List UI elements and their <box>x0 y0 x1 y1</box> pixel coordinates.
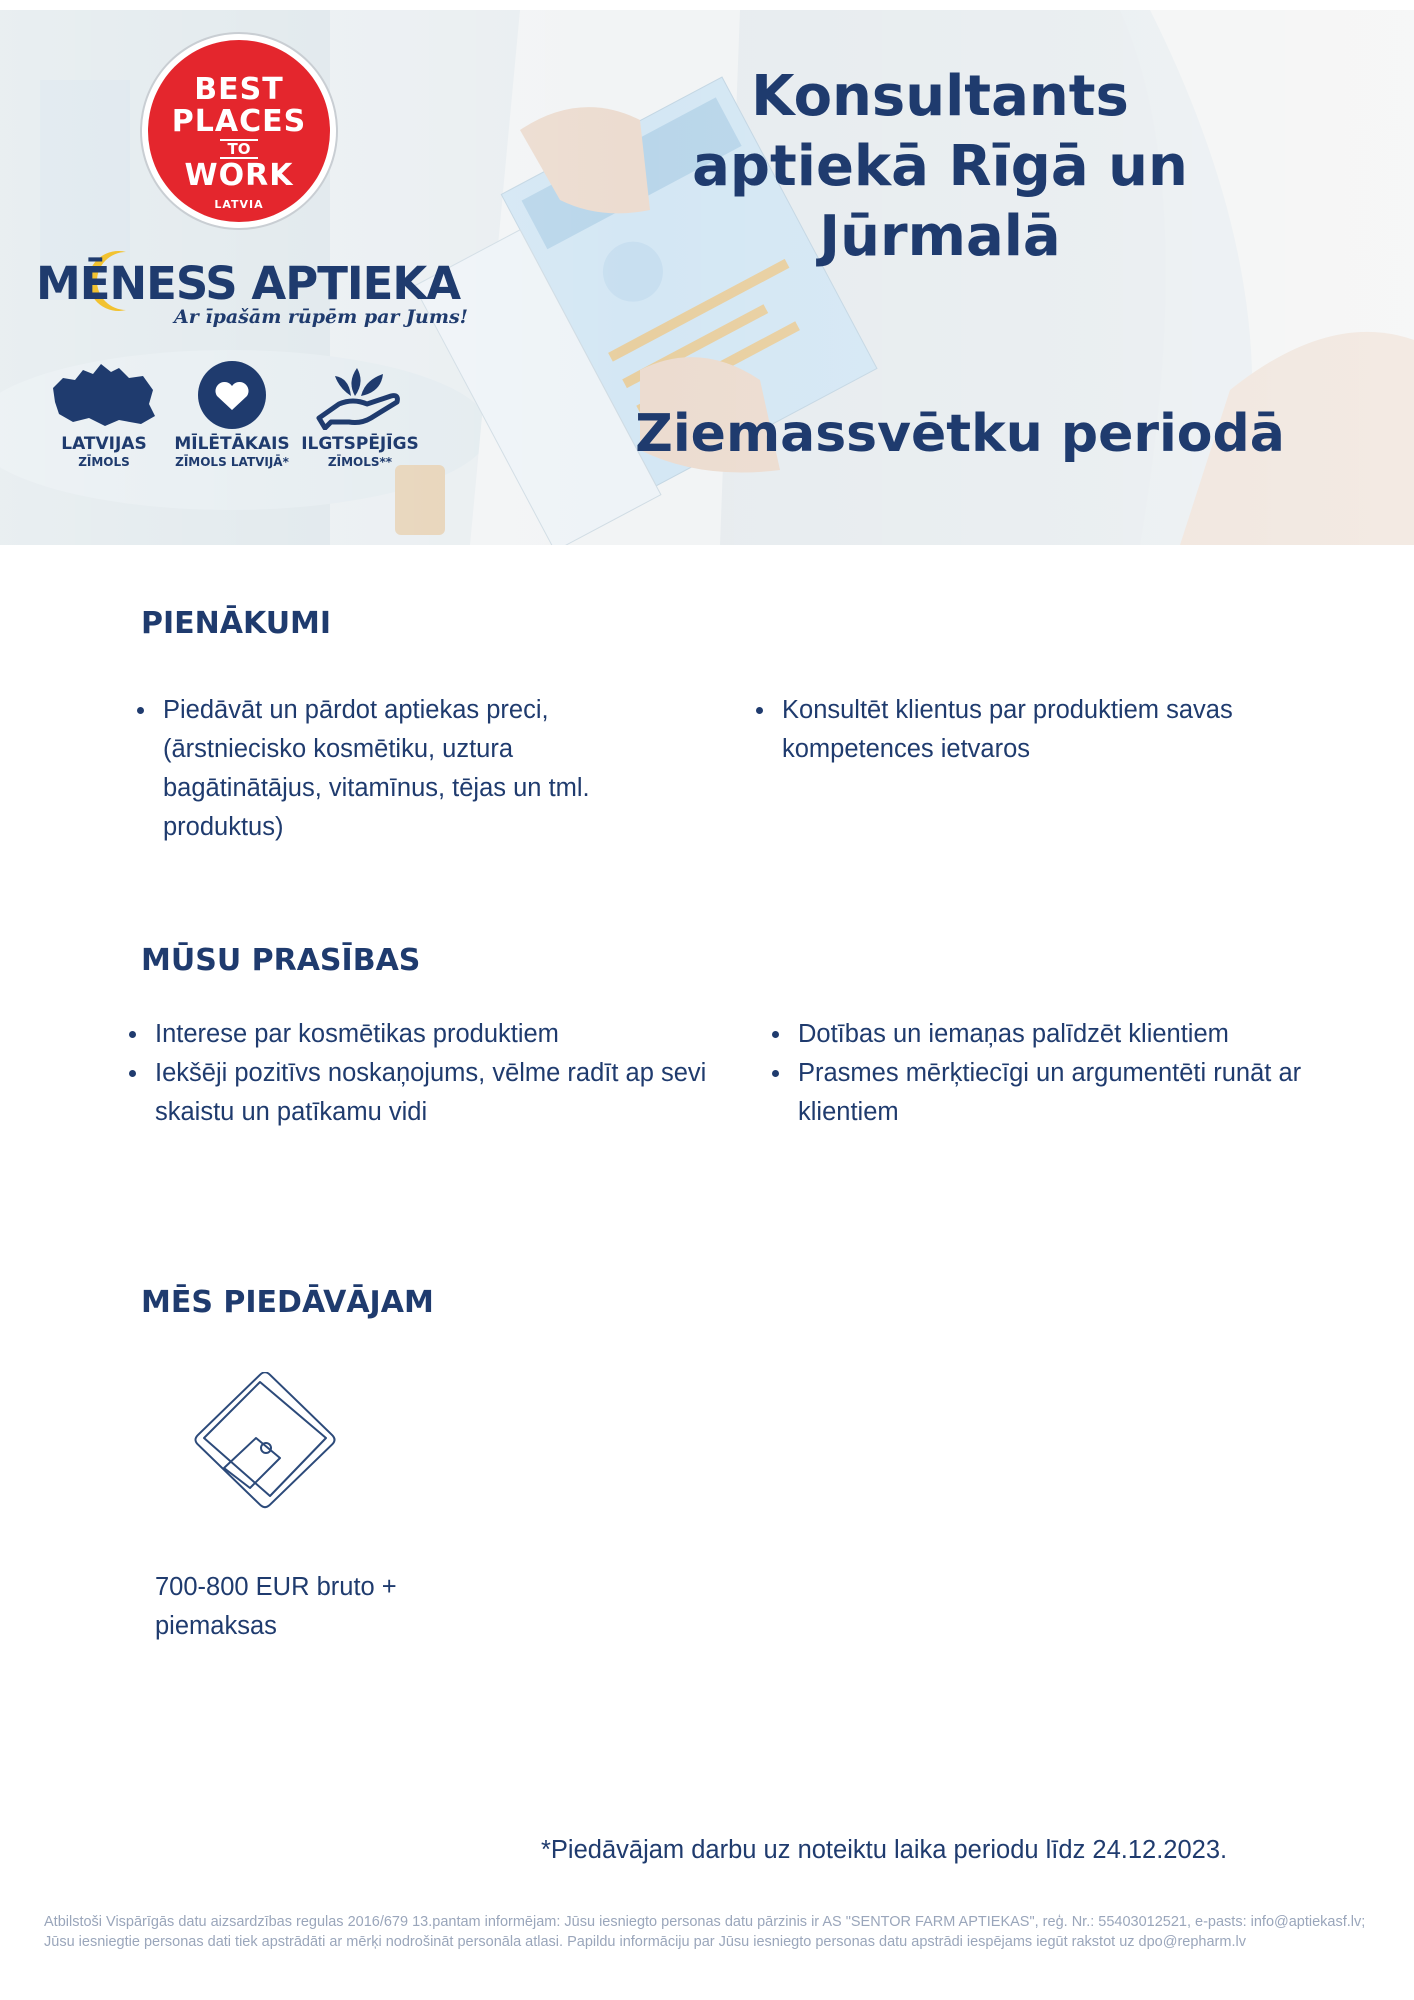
duties-list-right <box>782 691 1342 769</box>
bptw-to: TO <box>220 139 259 159</box>
job-title-line-3: Jūrmalā <box>819 204 1061 269</box>
badge-sustainable-brand <box>296 360 424 470</box>
logo-name: MĒNESS APTIEKA <box>36 257 461 310</box>
offer-heading: MĒS PIEDĀVĀJAM <box>141 1285 434 1320</box>
bptw-work: WORK <box>184 158 294 193</box>
hand-leaves-icon <box>305 360 415 430</box>
requirement-item: Interese par kosmētikas produktiem <box>155 1015 730 1054</box>
best-places-to-work-badge <box>148 40 330 222</box>
badge-sustainable-subtitle: ZĪMOLS** <box>327 455 393 469</box>
requirement-item: Prasmes mērķtiecīgi un argumentēti runāt ar klientiem <box>798 1054 1398 1132</box>
logo-tagline: Ar īpašām rūpēm par Jums! <box>174 306 468 328</box>
meness-aptieka-logo <box>32 257 468 348</box>
requirement-item: Iekšēji pozitīvs noskaņojums, vēlme radīt ap sevi skaistu un patīkamu vidi <box>155 1054 730 1132</box>
job-title-line-1: Konsultants <box>751 64 1129 129</box>
hero-banner <box>0 10 1414 545</box>
requirement-item: Dotības un iemaņas palīdzēt klientiem <box>798 1015 1398 1054</box>
badge-loved-brand <box>168 360 296 470</box>
requirements-heading: MŪSU PRASĪBAS <box>141 943 421 978</box>
brand-badges <box>40 360 440 490</box>
heart-icon <box>177 360 287 430</box>
job-subtitle: Ziemassvētku periodā <box>635 404 1285 464</box>
salary-text: 700-800 EUR bruto + piemaksas <box>155 1573 397 1640</box>
bptw-best: BEST <box>194 72 284 107</box>
duties-list-left <box>163 691 668 847</box>
bptw-places: PLACES <box>171 104 307 139</box>
requirements-list-right <box>798 1015 1398 1132</box>
employment-period-note: *Piedāvājam darbu uz noteiktu laika periodu līdz 24.12.2023. <box>541 1836 1228 1864</box>
bptw-country: LATVIA <box>214 198 264 211</box>
duties-heading: PIENĀKUMI <box>141 606 332 641</box>
badge-loved-title: MĪLĒTĀKAIS <box>174 434 290 454</box>
privacy-notice: Atbilstoši Vispārīgās datu aizsardzības regulas 2016/679 13.pantam informējam: Jūsu iesniegto personas datu pārzinis ir AS "SENTOR FARM APTIEKAS", reģ. Nr.: 55403012521, e-pasts: info@aptiekasf.lv; Jūsu iesniegtie personas dati tiek apstrādāti ar mērķi nodrošināt personāla atlasi. Papildu informāciju par Jūsu iesniegto personas datu apstrādi iespējams iegūt rakstot uz dpo@repharm.lv <box>44 1914 1366 1950</box>
latvia-map-icon <box>49 360 159 430</box>
badge-latvian-brand <box>40 360 168 470</box>
badge-latvian-subtitle: ZĪMOLS <box>78 455 130 469</box>
requirements-list-left <box>155 1015 730 1132</box>
badge-loved-subtitle: ZĪMOLS LATVIJĀ* <box>175 455 289 469</box>
badge-sustainable-title: ILGTSPĒJĪGS <box>301 434 419 454</box>
job-title <box>620 62 1260 272</box>
job-title-line-2: aptiekā Rīgā un <box>692 134 1188 199</box>
duty-item: Konsultēt klientus par produktiem savas kompetences ietvaros <box>782 691 1342 769</box>
duty-item: Piedāvāt un pārdot aptiekas preci, (ārstniecisko kosmētiku, uztura bagātinātājus, vitamīnus, tējas un tml. produktus) <box>163 691 668 847</box>
wallet-icon <box>190 1372 340 1512</box>
badge-latvian-title: LATVIJAS <box>61 434 147 454</box>
